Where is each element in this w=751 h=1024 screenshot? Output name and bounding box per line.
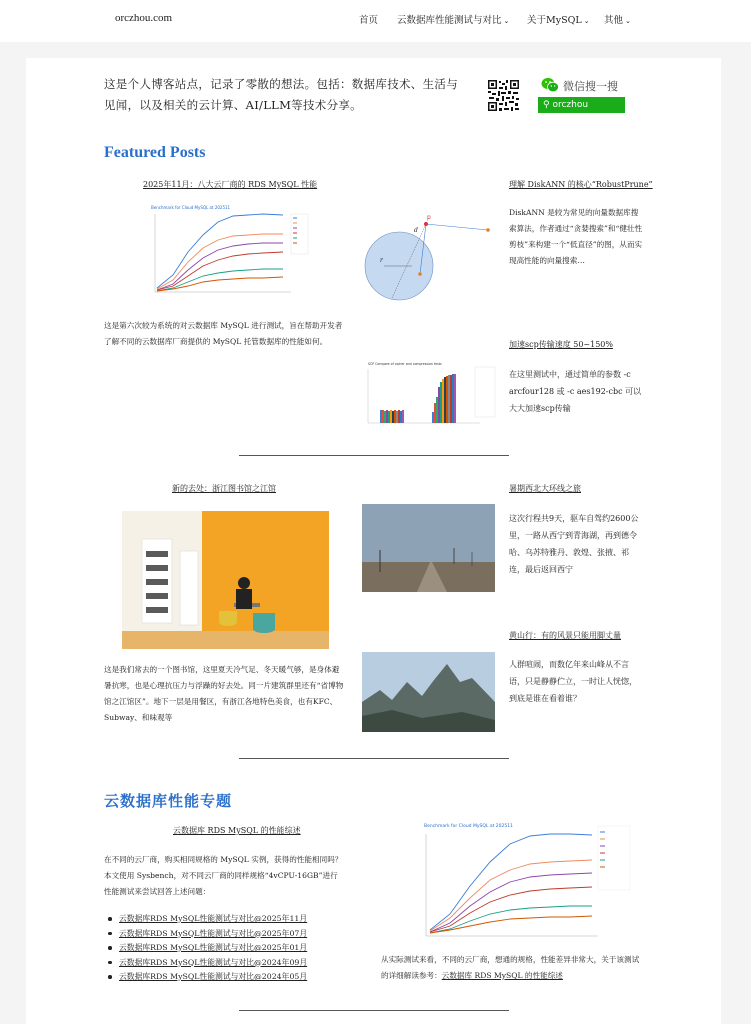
cloud-db-summary-link[interactable]: 云数据库 RDS MySQL 的性能综述 <box>441 971 563 980</box>
list-item-link[interactable]: 云数据库RDS MySQL性能测试与对比@2025年11月 <box>119 914 308 923</box>
list-item-link[interactable]: 云数据库RDS MySQL性能测试与对比@2024年05月 <box>119 972 308 981</box>
post-excerpt-scp: 在这里测试中，通过简单的参数 -c arcfour128 或 -c aes192-cbc 可以大大加速scp传输 <box>509 370 642 413</box>
wechat-search-title: 微信搜一搜 <box>563 80 618 93</box>
section-divider <box>239 1010 509 1011</box>
diskann-diagram[interactable] <box>362 208 497 304</box>
list-item[interactable] <box>108 912 307 927</box>
chart-caption: Benchmark for Cloud MySQL at 202511 <box>151 205 231 210</box>
nav-about-mysql[interactable] <box>527 12 590 26</box>
nav-cloud-db-benchmark[interactable] <box>397 12 509 26</box>
list-item[interactable] <box>108 941 307 956</box>
cloud-db-summary <box>381 952 641 984</box>
chevron-down-icon: ⌄ <box>503 17 510 25</box>
post-title-zhejiang-library[interactable]: 新的去处：浙江图书馆之江馆 <box>172 484 276 493</box>
cloud-db-benchmark-chart[interactable] <box>408 818 632 946</box>
qr-code-icon <box>487 79 520 112</box>
list-item[interactable] <box>108 927 307 942</box>
post-excerpt-rds-2025-11: 这是第六次较为系统的对云数据库 MySQL 进行测试，旨在帮助开发者了解不同的云数据库厂商提供的 MySQL 托管数据库的性能如何。 <box>104 321 343 346</box>
section-divider <box>239 758 509 759</box>
wechat-logo-icon <box>541 77 559 93</box>
nav-home[interactable]: 首页 <box>359 15 379 26</box>
post-title-cloud-db-overview[interactable]: 云数据库 RDS MySQL 的性能综述 <box>173 826 301 835</box>
diagram-label-p: p <box>427 214 431 221</box>
top-navbar <box>0 0 751 42</box>
library-photo[interactable] <box>122 511 329 649</box>
post-excerpt-huangshan: 人群喧闹，而数亿年来山峰从不言语，只是静静伫立，一时让人恍惚，到底是谁在看着谁？ <box>509 660 637 703</box>
list-item-link[interactable]: 云数据库RDS MySQL性能测试与对比@2025年01月 <box>119 943 308 952</box>
wechat-search-box[interactable] <box>538 97 625 113</box>
diagram-label-d: d <box>414 227 418 234</box>
list-item-link[interactable]: 云数据库RDS MySQL性能测试与对比@2025年07月 <box>119 928 308 938</box>
cloud-db-chart-caption: Benchmark for Cloud MySQL at 202511 <box>424 824 513 829</box>
chevron-down-icon: ⌄ <box>583 17 590 25</box>
site-brand-link[interactable]: orczhou.com <box>115 12 173 24</box>
wechat-search-term: orczhou <box>552 100 589 110</box>
cloud-db-excerpt: 在不同的云厂商，购买相同规格的 MySQL 实例，获得的性能相同吗？本文使用 Sysbench，对不同云厂商的同样规格“4vCPU-16GB”进行性能测试来尝试回答上述问题： <box>104 855 343 896</box>
scp-bar-chart-thumbnail[interactable] <box>362 357 497 433</box>
huangshan-photo[interactable] <box>362 652 495 732</box>
chevron-down-icon: ⌄ <box>625 17 631 25</box>
search-icon: ⚲ <box>543 100 550 110</box>
nav-other-label: 其他 <box>604 15 624 26</box>
featured-posts-heading: Featured Posts <box>104 144 206 161</box>
cloud-db-links-list <box>108 912 307 985</box>
list-item[interactable] <box>108 956 307 971</box>
benchmark-chart-thumbnail[interactable] <box>143 200 309 300</box>
site-intro: 这是个人博客站点，记录了零散的想法。包括：数据库技术、生活与见闻，以及相关的云计算、AI/LLM等技术分享。 <box>104 77 458 112</box>
post-excerpt-zhejiang-library: 这是我们常去的一个图书馆，这里夏天冷气足、冬天暖气够，是身体避暑抗寒，也是心理抗压力与浮躁的好去处。同一片建筑群里还有“省博物馆之江馆区”。地下一层是用餐区，有浙江各地特色美食，也有KFC、Subway、和味观等 <box>104 665 344 722</box>
post-excerpt-diskann: DiskANN 是较为常见的向量数据库搜索算法，作者通过“贪婪搜索”和“健壮性剪枝”来构建一个“低直径”的图，从而实现高性能的向量搜索… <box>509 208 643 265</box>
post-title-rds-2025-11[interactable]: 2025年11月：八大云厂商的 RDS MySQL 性能 <box>143 180 318 189</box>
post-title-scp[interactable]: 加速scp传输速度 50~150% <box>509 340 614 349</box>
nav-other[interactable] <box>604 12 631 26</box>
cloud-db-section-heading: 云数据库性能专题 <box>104 792 233 810</box>
scp-chart-caption: SCP Compare of cipher and compression tests <box>368 362 442 366</box>
post-title-huangshan[interactable]: 黄山行：有的风景只能用脚丈量 <box>509 631 621 640</box>
nav-about-mysql-label: 关于MySQL <box>527 15 582 26</box>
list-item-link[interactable]: 云数据库RDS MySQL性能测试与对比@2024年09月 <box>119 957 308 967</box>
post-title-diskann[interactable]: 理解 DiskANN 的核心“RobustPrune” <box>509 180 653 189</box>
diagram-label-r: r <box>380 257 383 264</box>
nav-cloud-db-label: 云数据库性能测试与对比 <box>397 15 502 26</box>
section-divider <box>239 455 509 456</box>
post-title-northwest-trip[interactable]: 暑期西北大环线之旅 <box>509 484 581 493</box>
post-excerpt-northwest-trip: 这次行程共9天，驱车自驾约2600公里，一路从西宁到青海湖，再到德令哈、乌苏特雅丹、敦煌、张掖、祁连，最后返回西宁 <box>509 514 639 574</box>
cloud-db-summary-text: 从实际测试来看，不同的云厂商，想通的规格，性能差异非常大，关于该测试的详细解读参考： <box>381 955 640 980</box>
list-item[interactable] <box>108 970 307 985</box>
northwest-road-photo[interactable] <box>362 504 495 592</box>
